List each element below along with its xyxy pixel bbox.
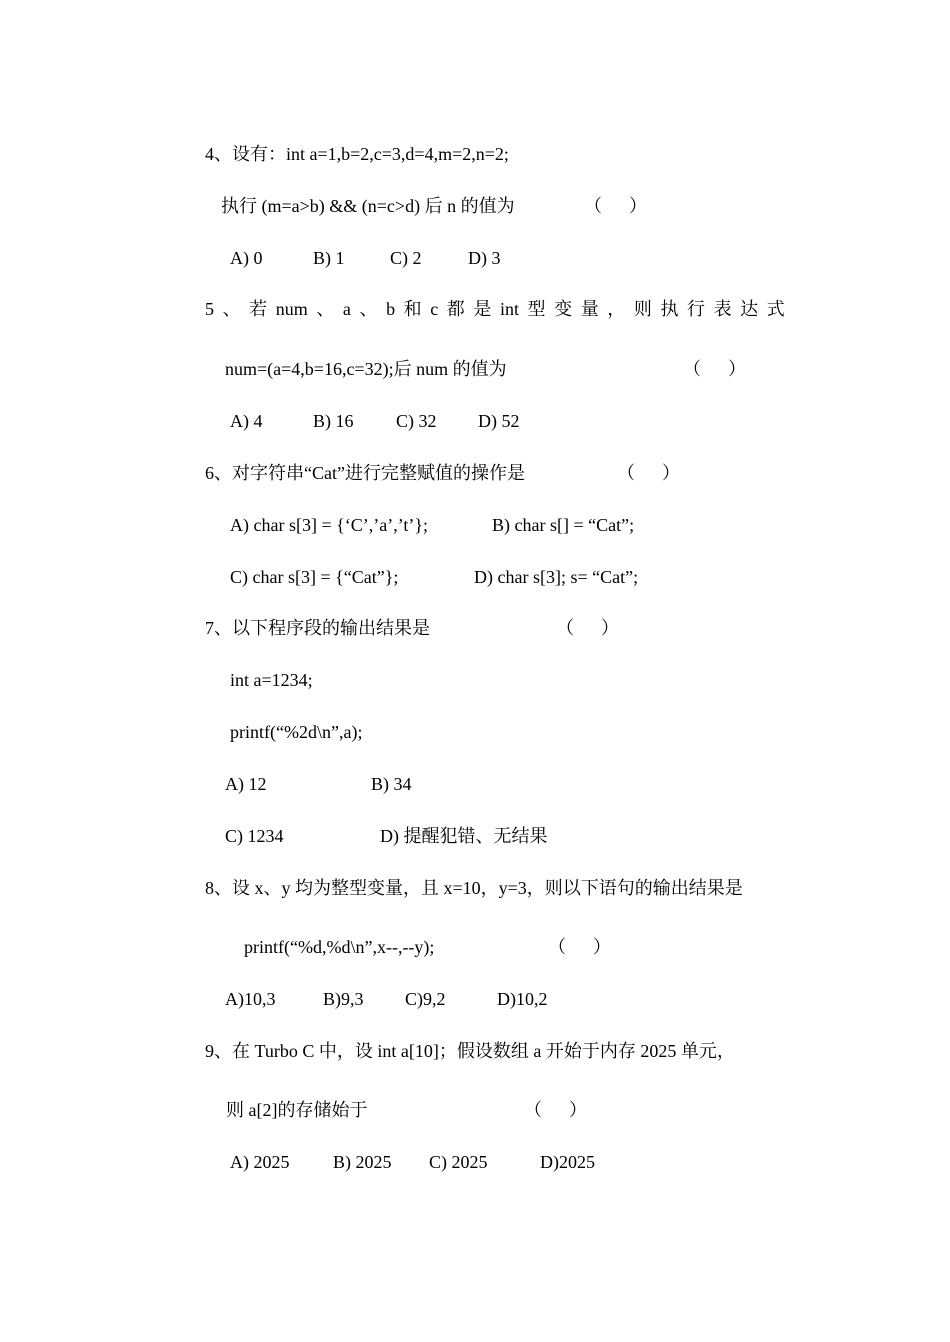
q6-option-c: C) char s[3] = {“Cat”}; bbox=[230, 567, 399, 587]
q9-stem: 9、在 Turbo C 中，设 int a[10]；假设数组 a 开始于内存 2025 单元， bbox=[205, 1041, 735, 1061]
q9-option-b: B) 2025 bbox=[333, 1152, 392, 1172]
q8-stem: 8、设 x、y 均为整型变量，且 x=10，y=3，则以下语句的输出结果是 bbox=[205, 878, 743, 898]
q5-stem-cont: num=(a=4,b=16,c=32);后 num 的值为 bbox=[225, 359, 507, 379]
q5-option-b: B) 16 bbox=[313, 411, 354, 431]
q7-option-d: D) 提醒犯错、无结果 bbox=[380, 826, 548, 846]
q6-option-b: B) char s[] = “Cat”; bbox=[492, 515, 635, 535]
q6-option-d: D) char s[3]; s= “Cat”; bbox=[474, 567, 639, 587]
q8-option-b: B)9,3 bbox=[323, 989, 364, 1009]
q7-option-b: B) 34 bbox=[371, 774, 412, 794]
q4-option-a: A) 0 bbox=[230, 248, 263, 268]
q9-option-d: D)2025 bbox=[540, 1152, 595, 1172]
q6-answer-paren: （ ） bbox=[617, 463, 680, 483]
q5-answer-paren: （ ） bbox=[683, 359, 746, 379]
q8-code-line: printf(“%d,%d\n”,x--,--y); bbox=[244, 937, 435, 957]
q4-stem-cont: 执行 (m=a>b) && (n=c>d) 后 n 的值为 bbox=[221, 196, 515, 216]
q4-stem: 4、设有：int a=1,b=2,c=3,d=4,m=2,n=2; bbox=[205, 144, 509, 164]
q7-code-line-2: printf(“%2d\n”,a); bbox=[230, 722, 363, 742]
q9-stem-cont: 则 a[2]的存储始于 bbox=[226, 1100, 368, 1120]
q8-option-c: C)9,2 bbox=[405, 989, 446, 1009]
q5-option-d: D) 52 bbox=[478, 411, 520, 431]
q7-option-a: A) 12 bbox=[225, 774, 267, 794]
q4-answer-paren: （ ） bbox=[584, 196, 647, 216]
q6-option-a: A) char s[3] = {‘C’,’a’,’t’}; bbox=[230, 515, 429, 535]
q5-option-a: A) 4 bbox=[230, 411, 263, 431]
q6-stem: 6、对字符串“Cat”进行完整赋值的操作是 bbox=[205, 463, 525, 483]
q7-option-c: C) 1234 bbox=[225, 826, 284, 846]
q4-option-b: B) 1 bbox=[313, 248, 345, 268]
q7-code-line-1: int a=1234; bbox=[230, 670, 313, 690]
q7-answer-paren: （ ） bbox=[556, 618, 619, 638]
q8-answer-paren: （ ） bbox=[548, 937, 611, 957]
q9-option-c: C) 2025 bbox=[429, 1152, 488, 1172]
q7-stem: 7、以下程序段的输出结果是 bbox=[205, 618, 430, 638]
q4-option-c: C) 2 bbox=[390, 248, 422, 268]
q8-option-d: D)10,2 bbox=[497, 989, 548, 1009]
q5-option-c: C) 32 bbox=[396, 411, 437, 431]
q9-answer-paren: （ ） bbox=[524, 1100, 587, 1120]
q8-option-a: A)10,3 bbox=[225, 989, 276, 1009]
q5-stem: 5 、 若 num 、 a 、 b 和 c 都 是 int 型 变 量 ， 则 执 行 表 达 式 bbox=[205, 299, 785, 319]
q4-option-d: D) 3 bbox=[468, 248, 501, 268]
q9-option-a: A) 2025 bbox=[230, 1152, 290, 1172]
